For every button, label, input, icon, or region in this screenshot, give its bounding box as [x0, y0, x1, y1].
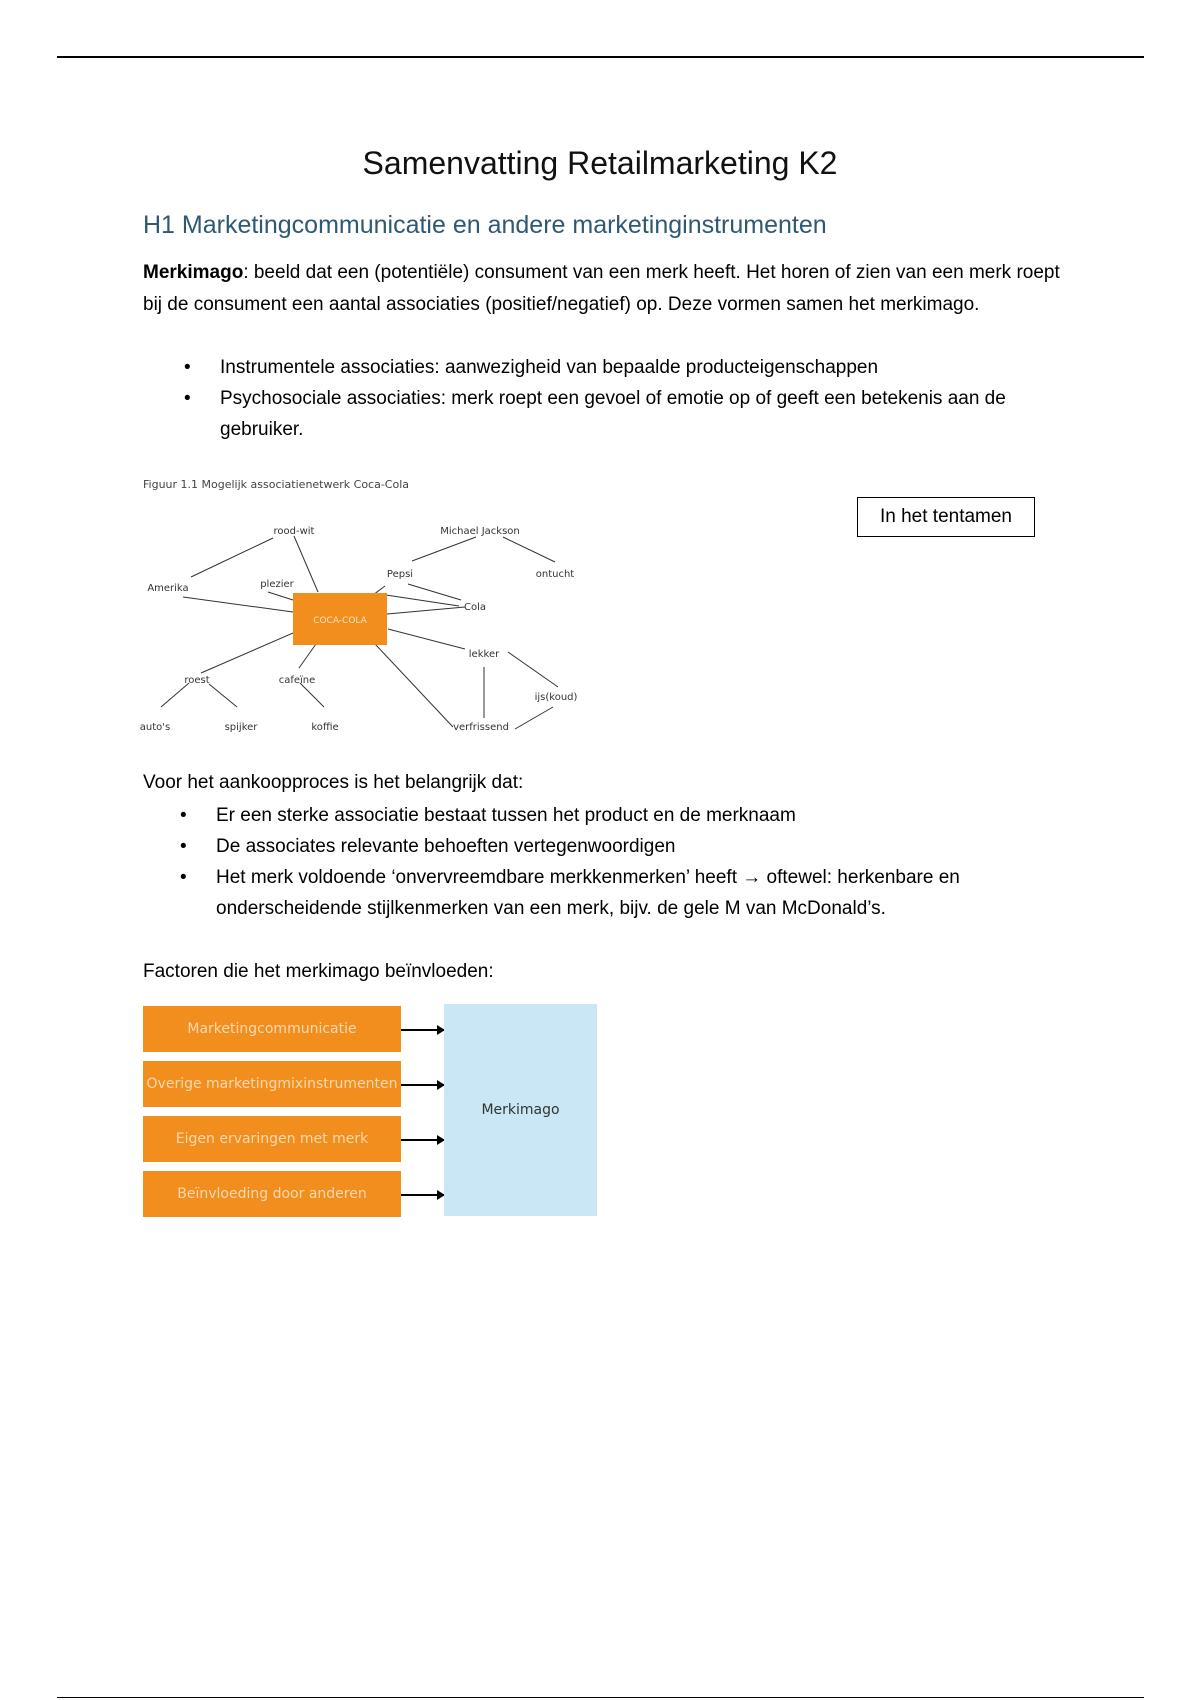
node-spijker: spijker: [224, 722, 258, 733]
center-label: COCA-COLA: [313, 616, 367, 626]
arrow-icon: [401, 1029, 444, 1031]
node-verfrissend: verfrissend: [453, 722, 509, 733]
node-rood-wit: rood-wit: [273, 526, 315, 537]
factor-box: Marketingcommunicatie: [143, 1006, 401, 1052]
factor-box: Eigen ervaringen met merk: [143, 1116, 401, 1162]
node-ijskoud: ijs(koud): [534, 692, 578, 703]
association-list: [184, 352, 1060, 445]
node-amerika: Amerika: [147, 583, 189, 594]
page-title: Samenvatting Retailmarketing K2: [362, 145, 838, 181]
footer-rule: [57, 1697, 1144, 1698]
node-cola: Cola: [463, 602, 487, 613]
list-item: • De associates relevante behoeften vertegenwoordigen: [180, 836, 676, 857]
association-network-svg: [139, 473, 578, 743]
factors-diagram: [143, 1004, 603, 1216]
section-heading: H1 Marketingcommunicatie en andere marketinginstrumenten: [143, 211, 827, 239]
list-item: • Het merk voldoende ‘onvervreemdbare merkkenmerken’ heeft → oftewel: herkenbare en onderscheidende stijlkenmerken van een merk, bijv. de gele M van McDonald’s.: [180, 867, 960, 919]
header-rule: [57, 56, 1144, 58]
exam-note-box: In het tentamen: [857, 497, 1035, 537]
node-michael-jackson: Michael Jackson: [440, 526, 520, 537]
node-ontucht: ontucht: [535, 569, 575, 580]
node-cafeine: cafeïne: [278, 675, 316, 686]
node-plezier: plezier: [260, 579, 294, 590]
arrow-icon: [401, 1084, 444, 1086]
purchase-intro: Voor het aankoopproces is het belangrijk dat:: [143, 772, 524, 793]
factors-intro: Factoren die het merkimago beïnvloeden:: [143, 961, 494, 982]
merkimago-definition: : beeld dat een (potentiële) consument van een merk heeft. Het horen of zien van een merk roept bij de consument een aantal associaties (positief/negatief) op. Deze vormen samen het merkimago.: [143, 262, 1060, 315]
node-pepsi: Pepsi: [386, 569, 414, 580]
node-roest: roest: [184, 675, 210, 686]
association-network-figure: [139, 473, 578, 743]
node-lekker: lekker: [468, 649, 500, 660]
purchase-list: [180, 800, 1046, 924]
merkimago-term: Merkimago: [143, 262, 244, 283]
merkimago-box: Merkimago: [444, 1004, 597, 1216]
factor-box: Overige marketingmixinstrumenten: [143, 1061, 401, 1107]
merkimago-paragraph: [143, 257, 1063, 321]
node-autos: auto's: [139, 722, 171, 733]
list-item: • Er een sterke associatie bestaat tussen het product en de merknaam: [180, 805, 796, 826]
figure-caption: Figuur 1.1 Mogelijk associatienetwerk Coca-Cola: [143, 478, 410, 491]
factor-box: Beïnvloeding door anderen: [143, 1171, 401, 1217]
arrow-icon: [401, 1194, 444, 1196]
arrow-icon: [401, 1139, 444, 1141]
list-item: • Psychosociale associaties: merk roept een gevoel of emotie op of geeft een betekenis aan de gebruiker.: [184, 388, 1006, 440]
node-koffie: koffie: [311, 722, 339, 733]
list-item: • Instrumentele associaties: aanwezigheid van bepaalde producteigenschappen: [184, 357, 879, 378]
